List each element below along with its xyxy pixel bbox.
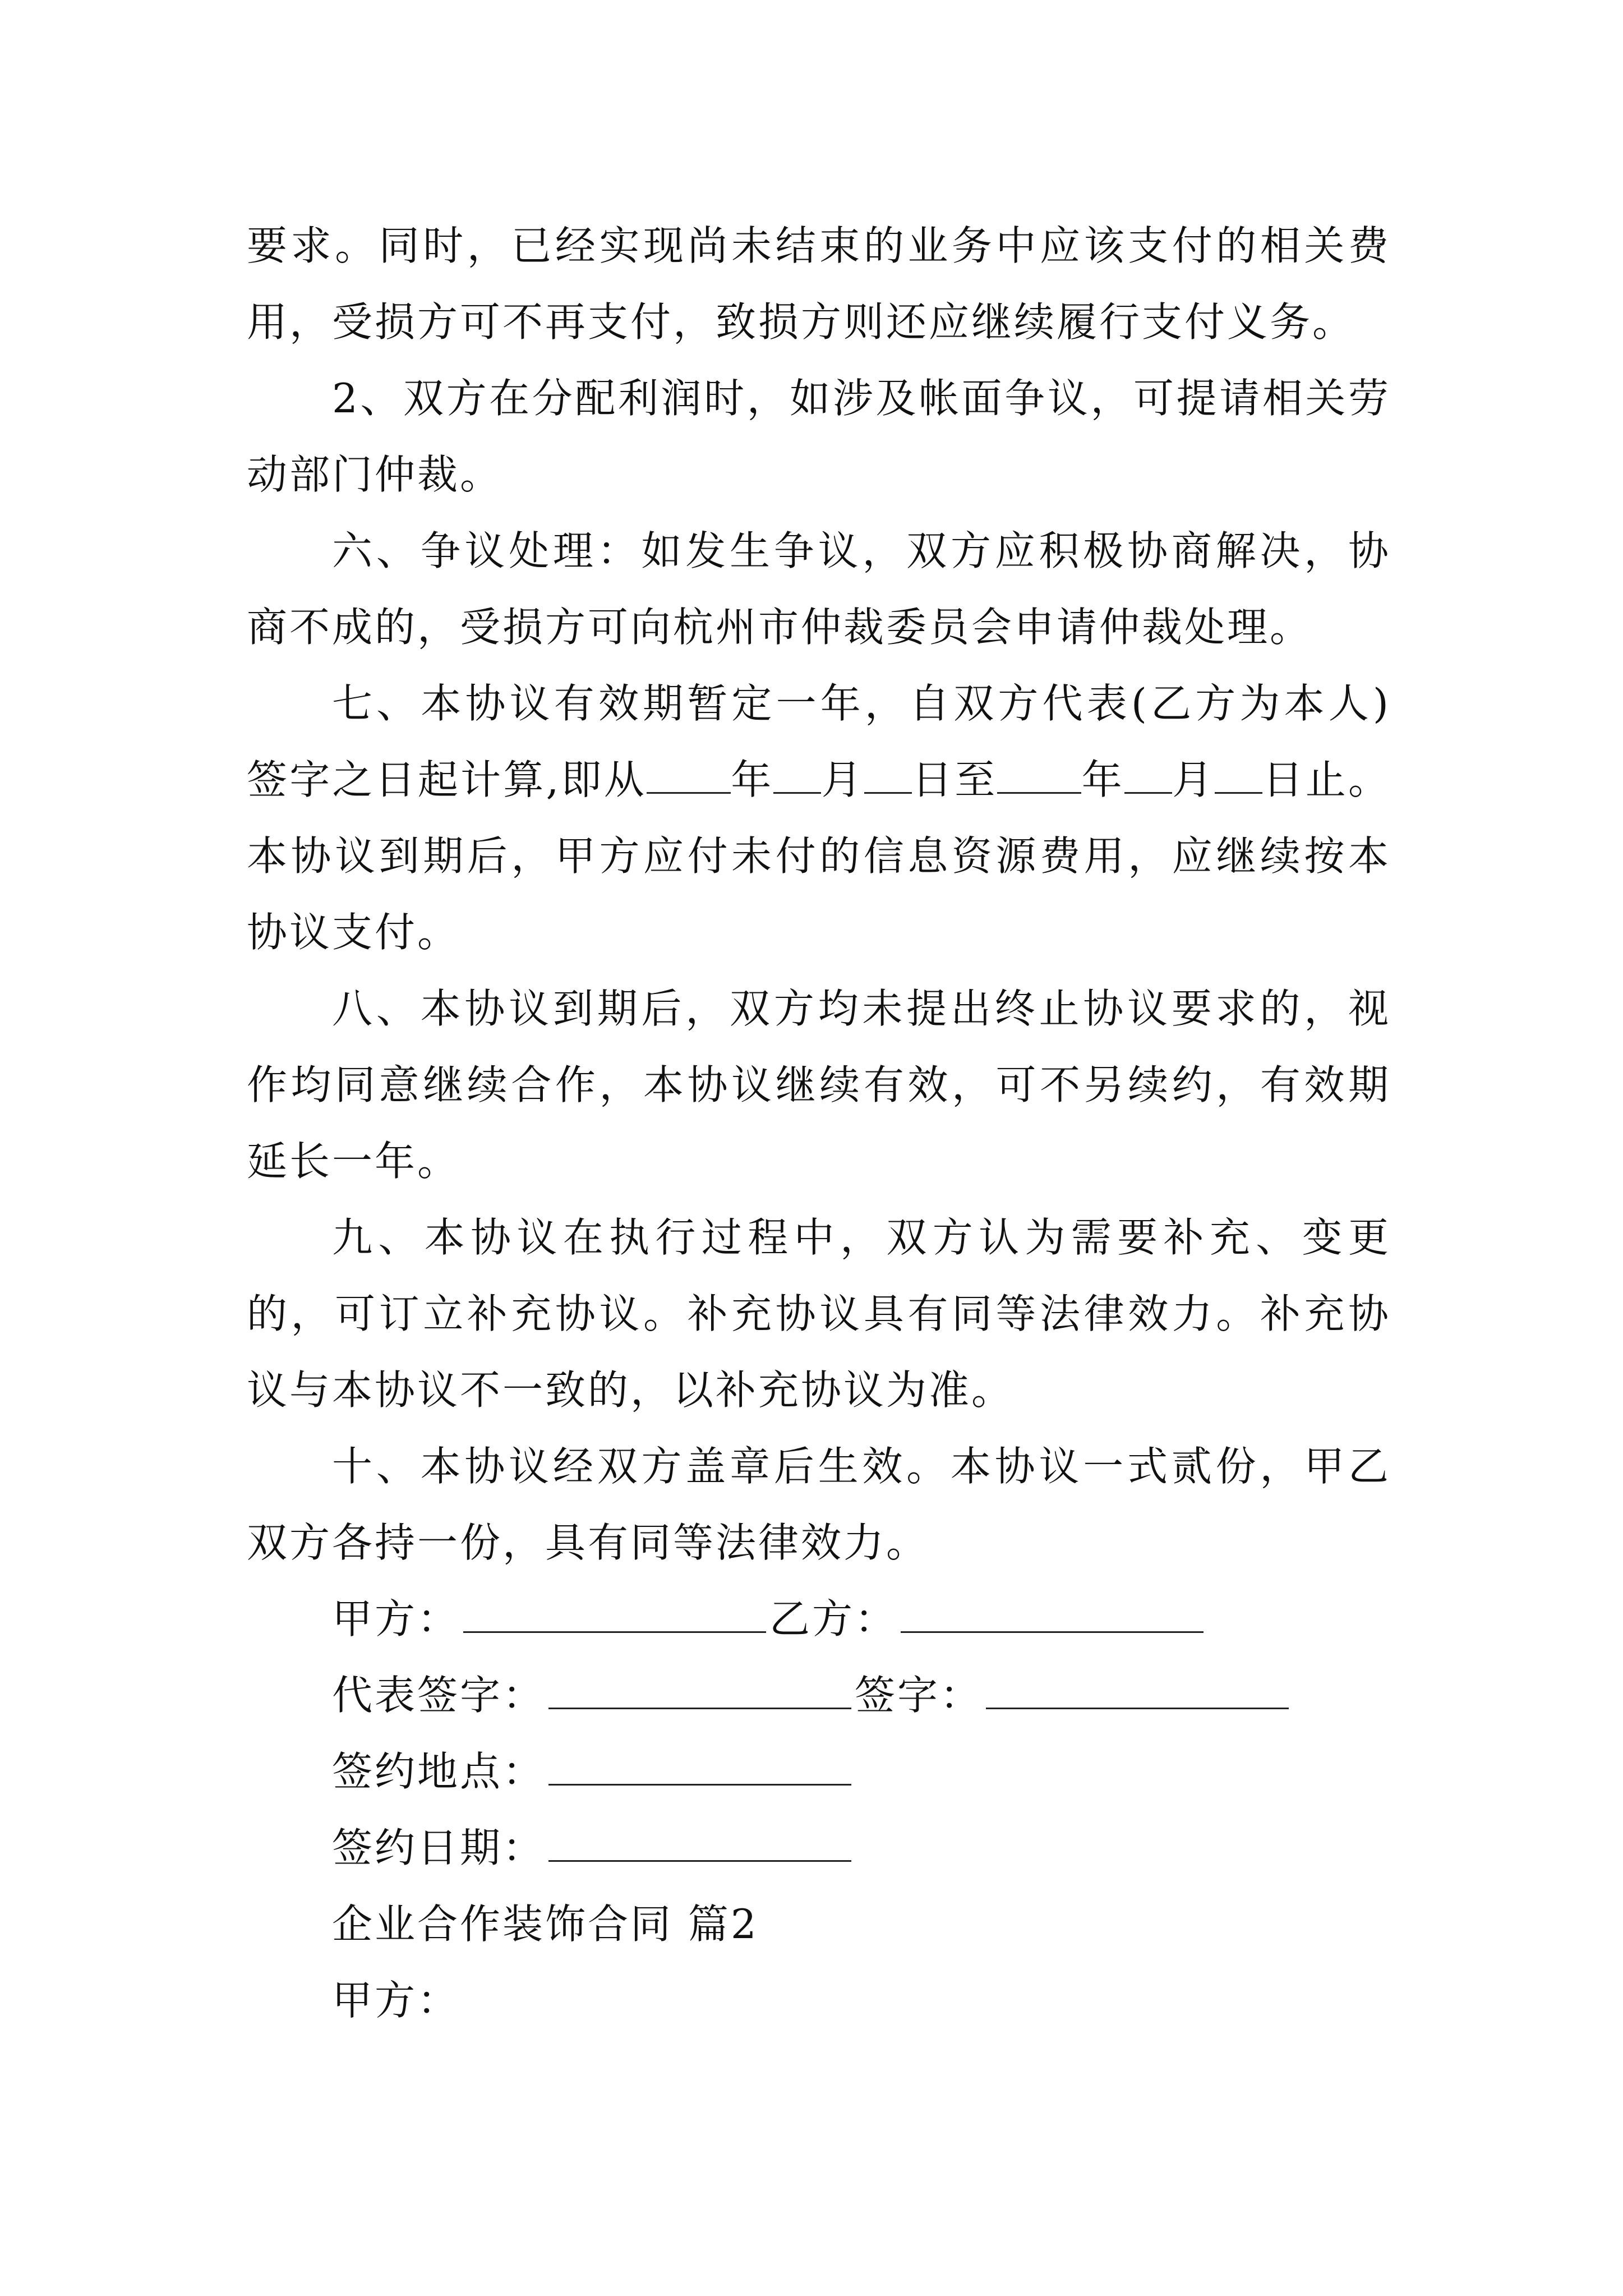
paragraph-effective: 十、本协议经双方盖章后生效。本协议一式贰份，甲乙双方各持一份，具有同等法律效力。 bbox=[247, 1443, 1391, 1566]
month-blank-1[interactable] bbox=[773, 753, 821, 794]
date-label: 签约日期： bbox=[332, 1824, 546, 1871]
place-label: 签约地点： bbox=[332, 1748, 546, 1795]
signature-sign-row bbox=[247, 1657, 1391, 1733]
paragraph-clause-2: 2、双方在分配利润时，如涉及帐面争议，可提请相关劳动部门仲裁。 bbox=[247, 375, 1391, 498]
party-a-field[interactable] bbox=[463, 1586, 766, 1633]
signature-parties-row bbox=[247, 1581, 1391, 1657]
day-blank-2[interactable] bbox=[1215, 753, 1262, 794]
rep-sign-field[interactable] bbox=[548, 1663, 851, 1709]
validity-text-b: 本协议到期后，甲方应付未付的信息资源费用，应继续按本协议支付。 bbox=[247, 832, 1391, 956]
day-label-1: 日至 bbox=[911, 756, 998, 803]
year-label-1: 年 bbox=[730, 756, 774, 803]
section-title: 企业合作装饰合同 篇2 bbox=[332, 1901, 759, 1948]
signature-place-row bbox=[247, 1733, 1391, 1810]
paragraph-supplement: 九、本协议在执行过程中，双方认为需要补充、变更的，可订立补充协议。补充协议具有同等法律效力。补充协议与本协议不一致的，以补充协议为准。 bbox=[247, 1214, 1391, 1414]
sign-field[interactable] bbox=[986, 1663, 1289, 1709]
paragraph-continuation: 要求。同时，已经实现尚未结束的业务中应该支付的相关费用，受损方可不再支付，致损方则还应继续履行支付义务。 bbox=[247, 222, 1391, 346]
month-blank-2[interactable] bbox=[1124, 753, 1172, 794]
paragraph-validity-period bbox=[247, 665, 1391, 970]
month-label-1: 月 bbox=[821, 756, 864, 803]
party-b-field[interactable] bbox=[901, 1586, 1204, 1633]
year-blank-1[interactable] bbox=[647, 753, 731, 794]
signature-date-row bbox=[247, 1810, 1391, 1886]
place-field[interactable] bbox=[548, 1739, 851, 1786]
next-party-a-label: 甲方： bbox=[332, 1977, 460, 2024]
party-a-label: 甲方： bbox=[332, 1595, 460, 1642]
document-page bbox=[247, 208, 1391, 2039]
sign-label: 签字： bbox=[855, 1672, 983, 1719]
day-blank-1[interactable] bbox=[864, 753, 912, 794]
year-label-2: 年 bbox=[1081, 756, 1124, 803]
date-field[interactable] bbox=[548, 1815, 851, 1862]
rep-sign-label: 代表签字： bbox=[332, 1672, 546, 1719]
paragraph-auto-renewal: 八、本协议到期后，双方均未提出终止协议要求的，视作均同意继续合作，本协议继续有效，可不另续约，有效期延长一年。 bbox=[247, 985, 1391, 1185]
month-label-2: 月 bbox=[1172, 756, 1215, 803]
day-label-2: 日止。 bbox=[1262, 756, 1391, 803]
validity-text-a: 七、本协议有效期暂定一年，自双方代表(乙方为本人)签字之日起计算,即从 bbox=[247, 680, 1391, 803]
paragraph-dispute-handling: 六、争议处理：如发生争议，双方应积极协商解决，协商不成的，受损方可向杭州市仲裁委员会申请仲裁处理。 bbox=[247, 527, 1391, 651]
year-blank-2[interactable] bbox=[997, 753, 1081, 794]
party-b-label: 乙方： bbox=[769, 1595, 898, 1642]
